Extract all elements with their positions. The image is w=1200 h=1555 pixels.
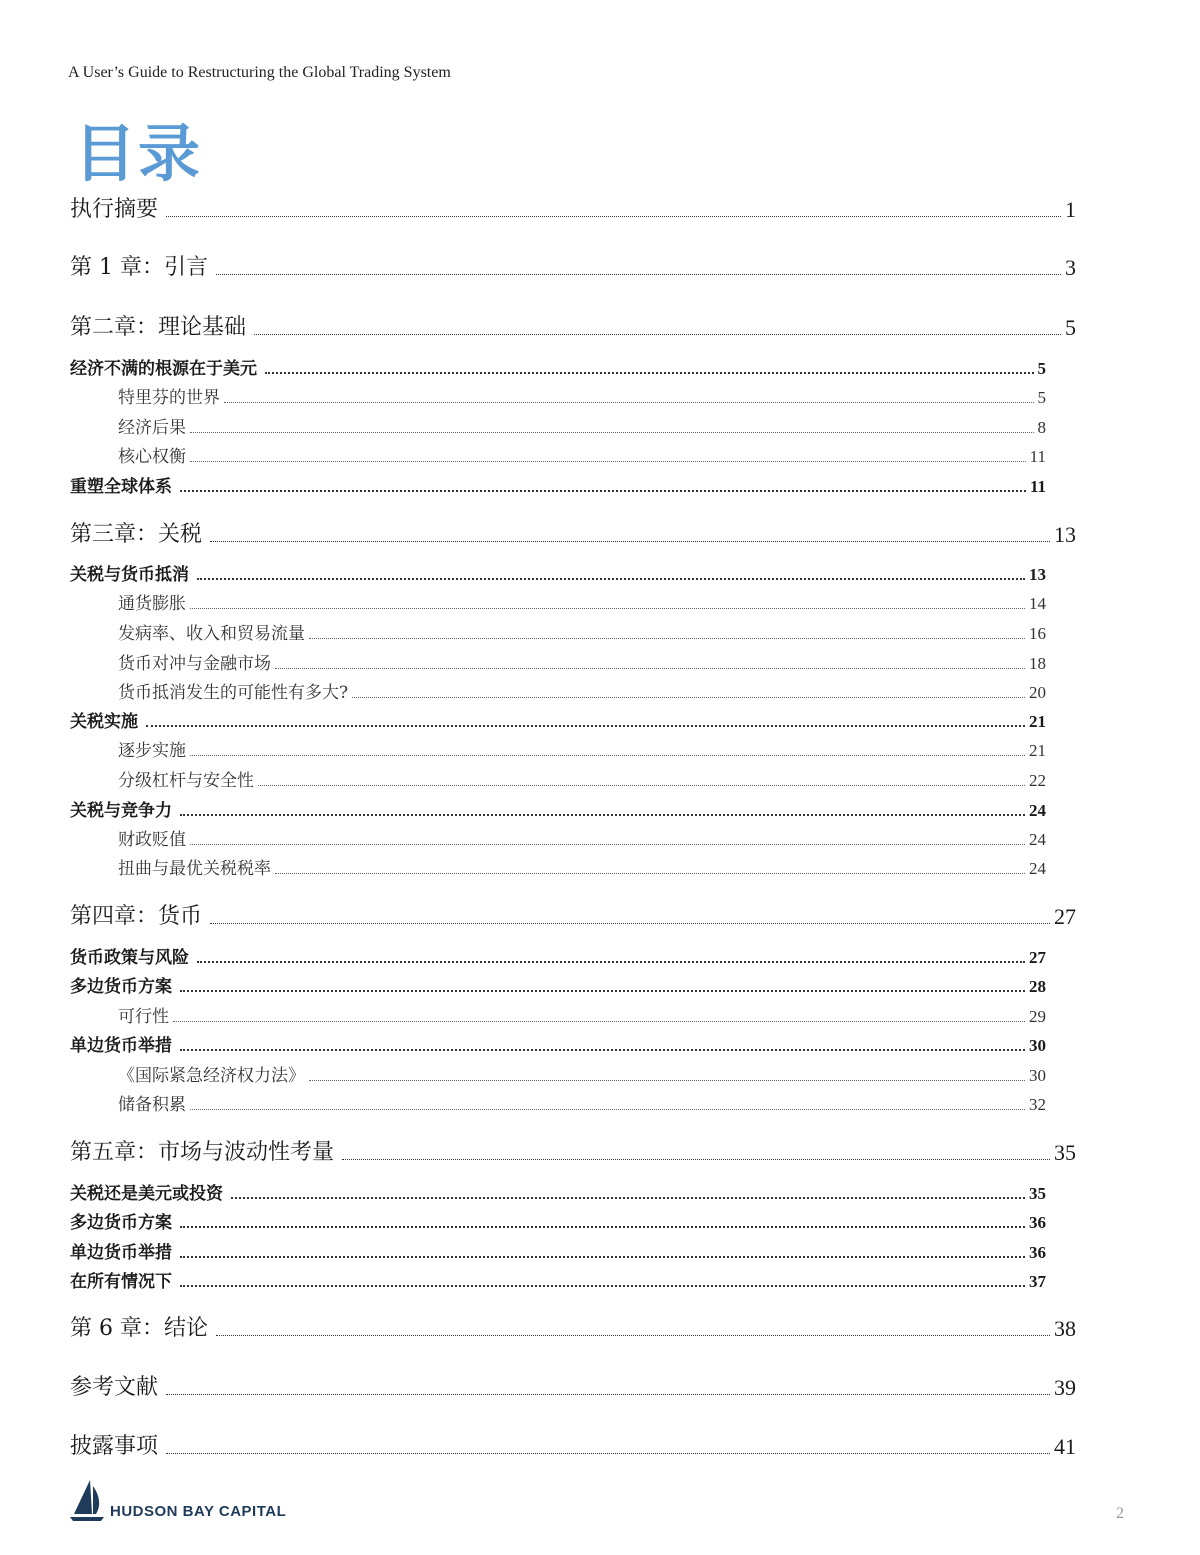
dot-leader	[309, 1080, 1025, 1081]
toc-entry-section[interactable]	[70, 560, 1046, 585]
dot-leader	[190, 432, 1034, 433]
toc-page: 36	[1029, 1213, 1046, 1232]
toc-label: 可行性	[118, 1007, 169, 1027]
toc-entry-ch2[interactable]	[70, 310, 1076, 341]
dot-leader	[342, 1159, 1050, 1160]
toc-label: 在所有情况下	[70, 1272, 172, 1292]
toc-entry-subsection[interactable]	[118, 1061, 1046, 1086]
toc-entry-subsection[interactable]	[118, 1002, 1046, 1027]
dot-leader	[210, 923, 1050, 924]
toc-page: 39	[1054, 1375, 1076, 1400]
toc-entry-subsection[interactable]	[118, 649, 1046, 674]
toc-entry-section[interactable]	[70, 1031, 1046, 1056]
toc-entry-section[interactable]	[70, 972, 1046, 997]
dot-leader	[254, 334, 1061, 335]
toc-page: 8	[1037, 418, 1046, 437]
toc-page: 5	[1037, 388, 1046, 407]
toc-label: 披露事项	[70, 1434, 159, 1459]
toc-label: 货币政策与风险	[70, 948, 189, 968]
toc-page: 35	[1029, 1184, 1046, 1203]
toc-label: 多边货币方案	[70, 977, 172, 997]
toc-entry-section[interactable]	[70, 707, 1046, 732]
toc-label: 《国际紧急经济权力法》	[118, 1066, 305, 1086]
dot-leader	[258, 785, 1025, 786]
toc-entry-subsection[interactable]	[118, 766, 1046, 791]
dot-leader	[180, 1049, 1025, 1051]
dot-leader	[190, 844, 1025, 845]
toc-entry-section[interactable]	[70, 796, 1046, 821]
toc-page: 13	[1054, 522, 1076, 547]
toc-label: 重塑全球体系	[70, 477, 172, 497]
toc-label: 第 1 章：引言	[70, 255, 208, 280]
dot-leader	[265, 372, 1034, 374]
dot-leader	[173, 1021, 1025, 1022]
dot-leader	[166, 1394, 1050, 1395]
toc-page: 21	[1029, 741, 1046, 760]
toc-label: 关税实施	[70, 712, 138, 732]
sailboat-icon	[70, 1478, 104, 1522]
toc-entry-subsection[interactable]	[118, 619, 1046, 644]
toc-entry-section[interactable]	[70, 1267, 1046, 1292]
dot-leader	[166, 216, 1061, 217]
dot-leader	[216, 1335, 1050, 1336]
toc-page: 27	[1029, 948, 1046, 967]
toc-label: 关税与货币抵消	[70, 565, 189, 585]
toc-entry-disclosures[interactable]	[70, 1429, 1076, 1460]
toc-label: 货币对冲与金融市场	[118, 654, 271, 674]
toc-page: 30	[1029, 1066, 1046, 1085]
dot-leader	[190, 1109, 1025, 1110]
toc-label: 核心权衡	[118, 447, 186, 467]
toc-entry-ch1[interactable]	[70, 250, 1076, 281]
toc-entry-ch6[interactable]	[70, 1311, 1076, 1342]
toc-page: 16	[1029, 624, 1046, 643]
dot-leader	[352, 697, 1025, 698]
toc-entry-subsection[interactable]	[118, 1090, 1046, 1115]
toc-entry-ch5[interactable]	[70, 1135, 1076, 1166]
toc-entry-subsection[interactable]	[118, 589, 1046, 614]
toc-entry-subsection[interactable]	[118, 736, 1046, 761]
toc-label: 参考文献	[70, 1375, 159, 1400]
toc-page: 21	[1029, 712, 1046, 731]
toc-entry-subsection[interactable]	[118, 383, 1046, 408]
toc-label: 逐步实施	[118, 741, 186, 761]
toc-page: 27	[1054, 904, 1076, 929]
logo-text: HUDSON BAY CAPITAL	[110, 1503, 287, 1520]
toc-page: 24	[1029, 801, 1046, 820]
toc-page: 18	[1029, 654, 1046, 673]
toc-label: 财政贬值	[118, 830, 186, 850]
toc-entry-exec-summary[interactable]	[70, 192, 1076, 223]
toc-label: 多边货币方案	[70, 1213, 172, 1233]
toc-entry-ch3[interactable]	[70, 517, 1076, 548]
dot-leader	[180, 814, 1025, 816]
toc-label: 发病率、收入和贸易流量	[118, 624, 305, 644]
toc-page: 11	[1029, 477, 1046, 496]
toc-label: 第四章：货币	[70, 904, 203, 929]
toc-entry-ch4[interactable]	[70, 899, 1076, 930]
dot-leader	[224, 402, 1034, 403]
toc-label: 储备积累	[118, 1095, 186, 1115]
toc-page: 30	[1029, 1036, 1046, 1055]
running-header: A User’s Guide to Restructuring the Global Trading System	[68, 64, 451, 81]
toc-entry-section[interactable]	[70, 1179, 1046, 1204]
toc-label: 第 6 章：结论	[70, 1316, 208, 1341]
page-title: 目录	[74, 117, 203, 190]
toc-label: 分级杠杆与安全性	[118, 771, 254, 791]
toc-page: 11	[1029, 447, 1046, 466]
toc-entry-subsection[interactable]	[118, 678, 1046, 703]
toc-label: 关税与竞争力	[70, 801, 172, 821]
dot-leader	[197, 961, 1025, 963]
toc-page: 32	[1029, 1095, 1046, 1114]
toc-page: 37	[1029, 1272, 1046, 1291]
toc-label: 第二章：理论基础	[70, 315, 247, 340]
toc-page: 5	[1037, 359, 1046, 378]
toc-page: 28	[1029, 977, 1046, 996]
toc-label: 第三章：关税	[70, 522, 203, 547]
dot-leader	[180, 1256, 1025, 1258]
toc-entry-section[interactable]	[70, 354, 1046, 379]
company-logo	[70, 1478, 286, 1522]
dot-leader	[190, 755, 1025, 756]
dot-leader	[180, 490, 1026, 492]
toc-label: 经济后果	[118, 418, 186, 438]
toc-page: 36	[1029, 1243, 1046, 1262]
toc-entry-section[interactable]	[70, 1238, 1046, 1263]
toc-label: 单边货币举措	[70, 1243, 172, 1263]
toc-entry-references[interactable]	[70, 1370, 1076, 1401]
toc-entry-section[interactable]	[70, 943, 1046, 968]
toc-page: 1	[1065, 197, 1076, 222]
toc-page: 24	[1029, 859, 1046, 878]
toc-label: 通货膨胀	[118, 594, 186, 614]
toc-label: 扭曲与最优关税税率	[118, 859, 271, 879]
dot-leader	[190, 461, 1026, 462]
page-number: 2	[1116, 1505, 1124, 1522]
dot-leader	[180, 990, 1025, 992]
dot-leader	[180, 1285, 1025, 1287]
dot-leader	[231, 1197, 1025, 1199]
toc-entry-section[interactable]	[70, 1208, 1046, 1233]
dot-leader	[309, 638, 1025, 639]
toc-entry-subsection[interactable]	[118, 413, 1046, 438]
dot-leader	[210, 541, 1050, 542]
toc-label: 单边货币举措	[70, 1036, 172, 1056]
toc-label: 第五章：市场与波动性考量	[70, 1140, 335, 1165]
toc-label: 货币抵消发生的可能性有多大?	[118, 683, 349, 703]
toc-page: 5	[1065, 315, 1076, 340]
toc-page: 29	[1029, 1007, 1046, 1026]
dot-leader	[216, 274, 1061, 275]
toc-page: 13	[1029, 565, 1046, 584]
toc-page: 20	[1029, 683, 1046, 702]
toc-page: 3	[1065, 255, 1076, 280]
toc-page: 41	[1054, 1434, 1076, 1459]
toc-entry-subsection[interactable]	[118, 442, 1046, 467]
toc-label: 特里芬的世界	[118, 388, 220, 408]
dot-leader	[197, 578, 1025, 580]
toc-entry-section[interactable]	[70, 472, 1046, 497]
dot-leader	[166, 1453, 1050, 1454]
dot-leader	[190, 608, 1025, 609]
dot-leader	[180, 1226, 1025, 1228]
toc-page: 38	[1054, 1316, 1076, 1341]
toc-page: 14	[1029, 594, 1046, 613]
dot-leader	[275, 873, 1025, 874]
toc-page: 22	[1029, 771, 1046, 790]
toc-label: 执行摘要	[70, 197, 159, 222]
toc-page: 24	[1029, 830, 1046, 849]
dot-leader	[146, 725, 1025, 727]
toc-label: 经济不满的根源在于美元	[70, 359, 257, 379]
toc-entry-subsection[interactable]	[118, 825, 1046, 850]
toc-entry-subsection[interactable]	[118, 854, 1046, 879]
toc-label: 关税还是美元或投资	[70, 1184, 223, 1204]
dot-leader	[275, 668, 1025, 669]
toc-page: 35	[1054, 1140, 1076, 1165]
